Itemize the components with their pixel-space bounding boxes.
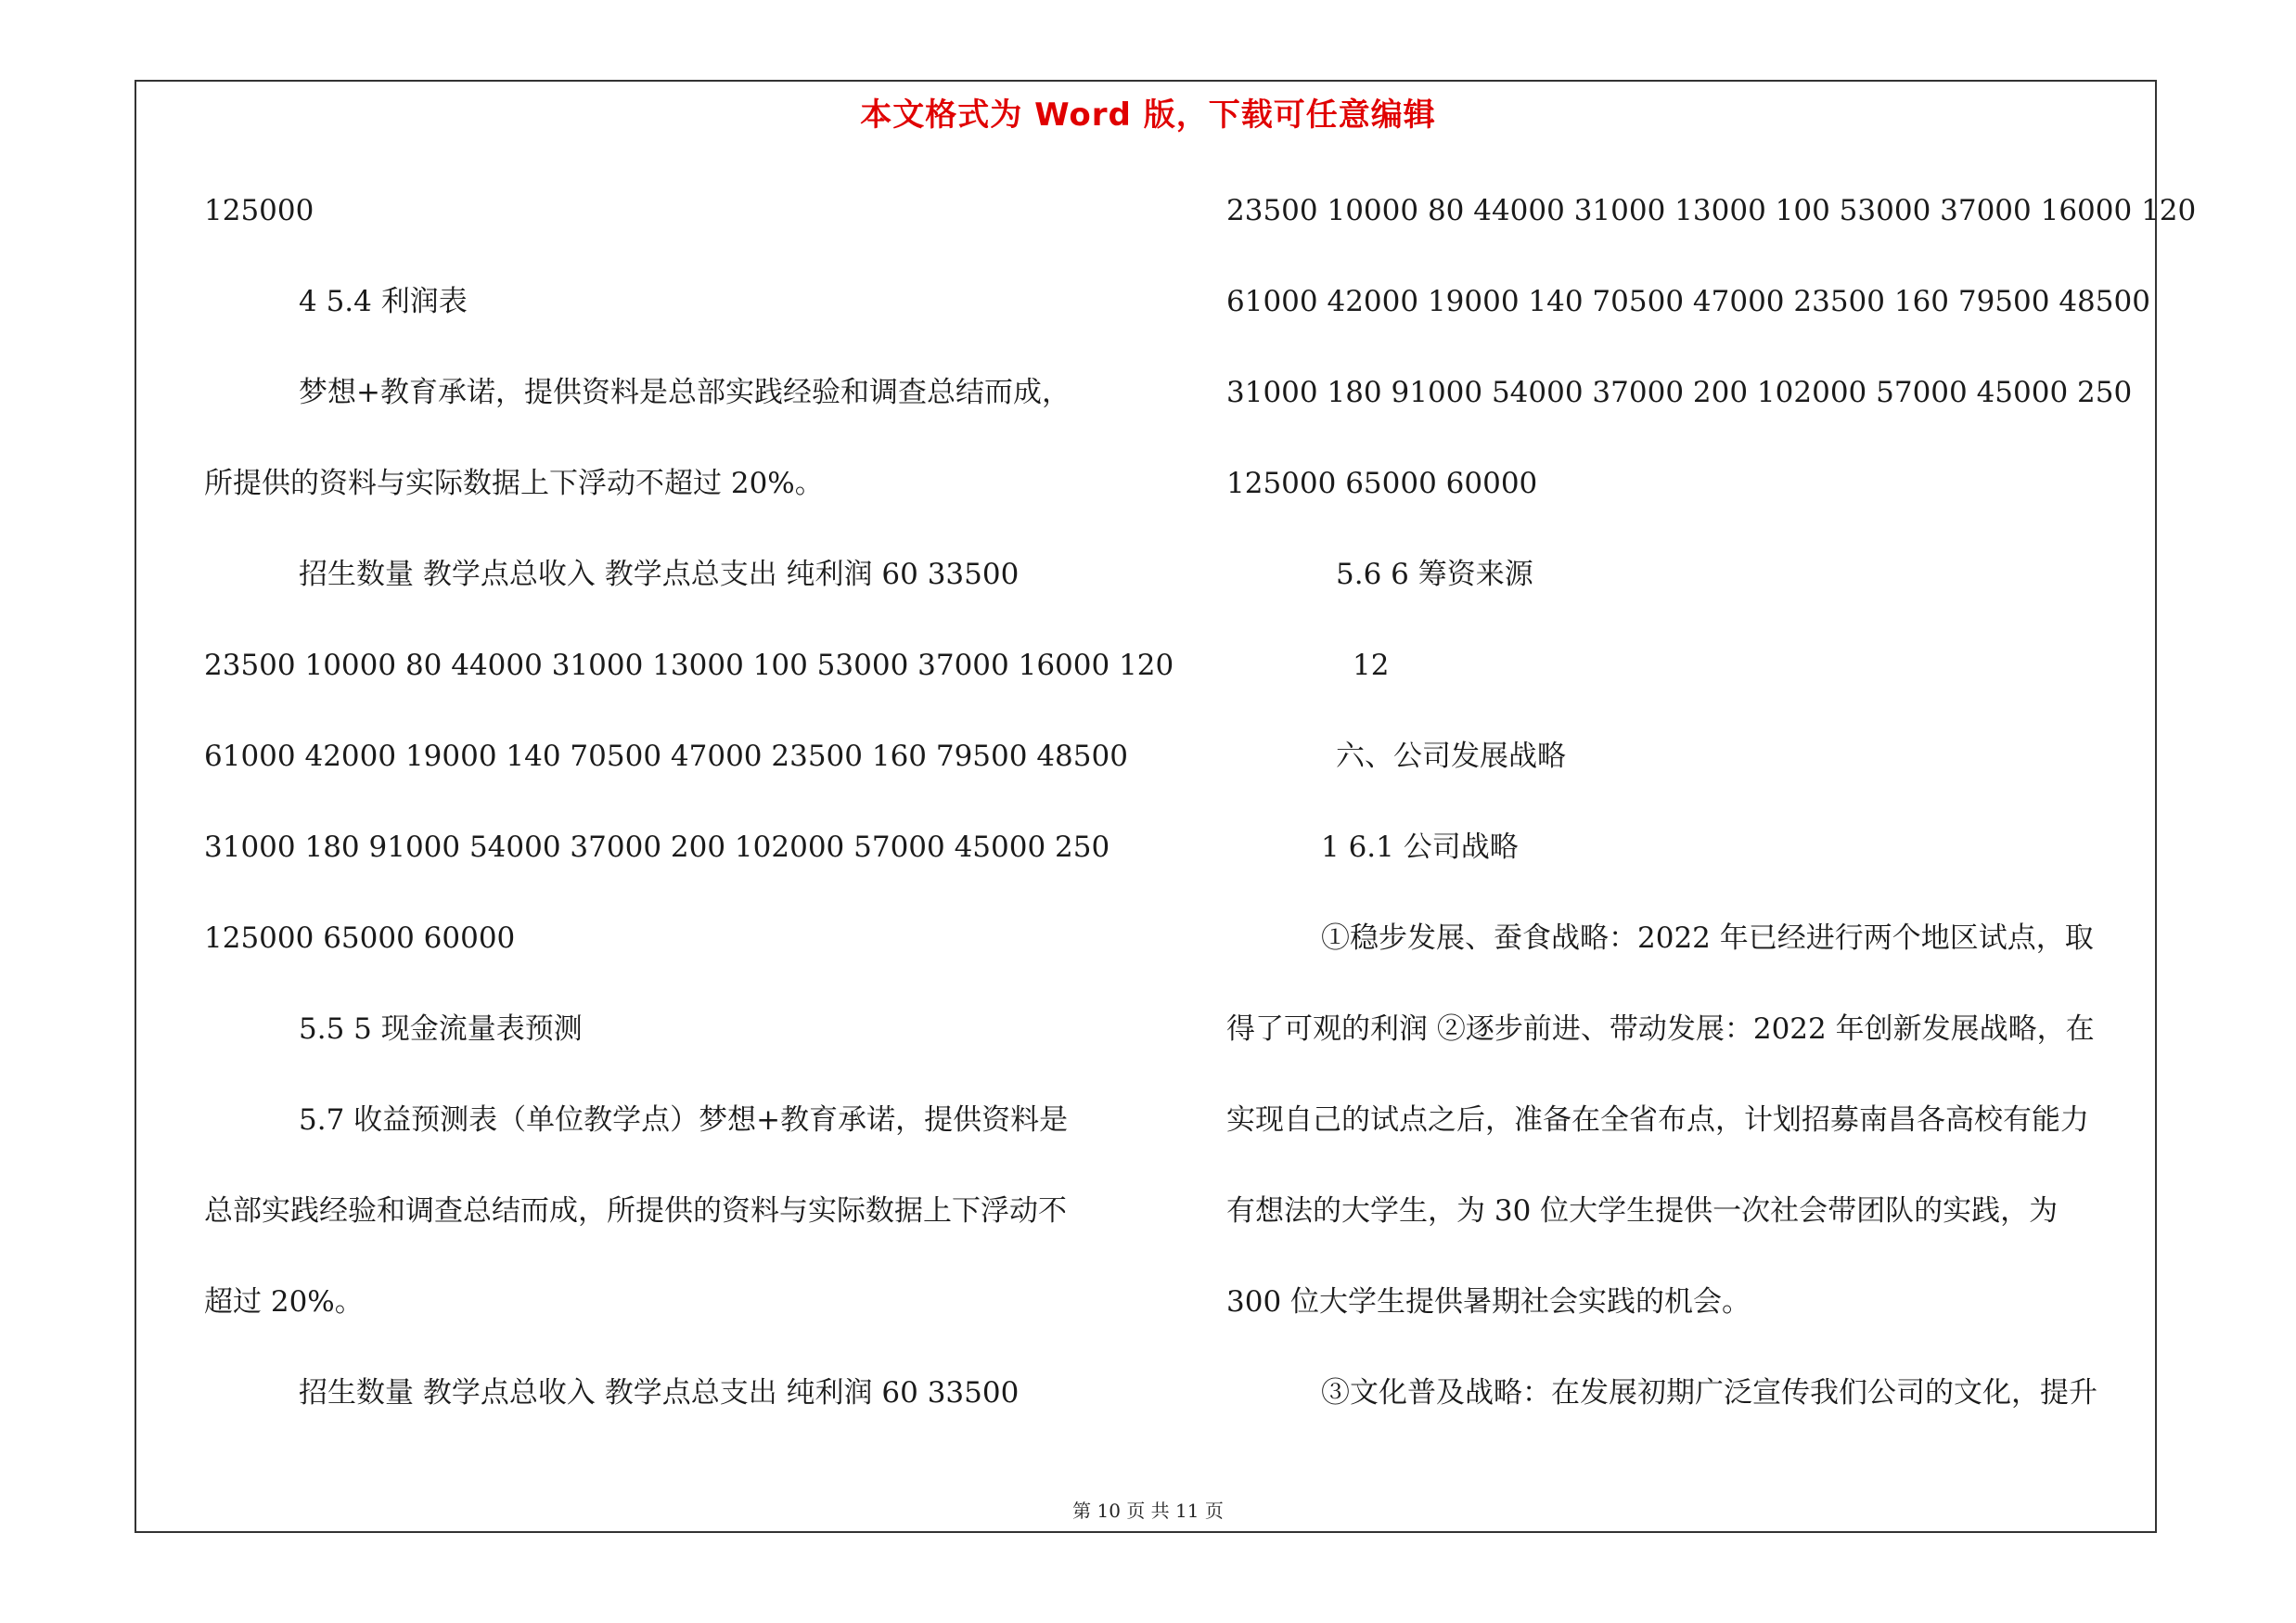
right-line-14: ③文化普及战略：在发展初期广泛宣传我们公司的文化，提升 xyxy=(1321,1376,2097,1410)
left-line-12: 总部实践经验和调查总结而成，所提供的资料与实际数据上下浮动不 xyxy=(204,1194,1067,1228)
word-format-banner: 本文格式为 Word 版，下载可任意编辑 xyxy=(860,97,1436,134)
right-line-12: 有想法的大学生，为 30 位大学生提供一次社会带团队的实践，为 xyxy=(1226,1194,2059,1228)
right-subheading-company-strategy: 1 6.1 公司战略 xyxy=(1321,831,1519,864)
left-line-1: 125000 xyxy=(204,194,314,227)
left-line-8: 31000 180 91000 54000 37000 200 102000 57000 45000 250 xyxy=(204,831,1110,864)
left-line-5: 招生数量 教学点总收入 教学点总支出 纯利润 60 33500 xyxy=(299,558,1020,591)
right-line-4: 125000 65000 60000 xyxy=(1226,467,1538,500)
right-line-3: 31000 180 91000 54000 37000 200 102000 57000 45000 250 xyxy=(1226,376,2133,409)
right-heading-strategy: 六、公司发展战略 xyxy=(1336,740,1566,773)
left-line-13: 超过 20%。 xyxy=(204,1285,364,1319)
left-line-3: 梦想+教育承诺，提供资料是总部实践经验和调查总结而成， xyxy=(299,376,1071,409)
left-line-9: 125000 65000 60000 xyxy=(204,921,516,955)
right-line-1: 23500 10000 80 44000 31000 13000 100 53000 37000 16000 120 xyxy=(1226,194,2197,227)
left-line-7: 61000 42000 19000 140 70500 47000 23500 160 79500 48500 xyxy=(204,740,1128,773)
page-number-footer: 第 10 页 共 11 页 xyxy=(1072,1500,1224,1522)
left-line-4: 所提供的资料与实际数据上下浮动不超过 20%。 xyxy=(204,467,824,500)
right-line-10: 得了可观的利润 ②逐步前进、带动发展：2022 年创新发展战略，在 xyxy=(1226,1012,2095,1046)
left-line-6: 23500 10000 80 44000 31000 13000 100 53000 37000 16000 120 xyxy=(204,649,1174,682)
right-heading-funding: 5.6 6 筹资来源 xyxy=(1336,558,1533,591)
left-heading-profit-table: 4 5.4 利润表 xyxy=(299,285,468,318)
right-line-2: 61000 42000 19000 140 70500 47000 23500 160 79500 48500 xyxy=(1226,285,2150,318)
left-heading-cashflow: 5.5 5 现金流量表预测 xyxy=(299,1012,583,1046)
right-line-6: 12 xyxy=(1353,649,1390,682)
left-line-14: 招生数量 教学点总收入 教学点总支出 纯利润 60 33500 xyxy=(299,1376,1020,1410)
right-line-13: 300 位大学生提供暑期社会实践的机会。 xyxy=(1226,1285,1751,1319)
right-line-9: ①稳步发展、蚕食战略：2022 年已经进行两个地区试点，取 xyxy=(1321,921,2094,955)
right-line-11: 实现自己的试点之后，准备在全省布点，计划招募南昌各高校有能力 xyxy=(1226,1103,2089,1137)
left-line-11: 5.7 收益预测表（单位教学点）梦想+教育承诺，提供资料是 xyxy=(299,1103,1069,1137)
